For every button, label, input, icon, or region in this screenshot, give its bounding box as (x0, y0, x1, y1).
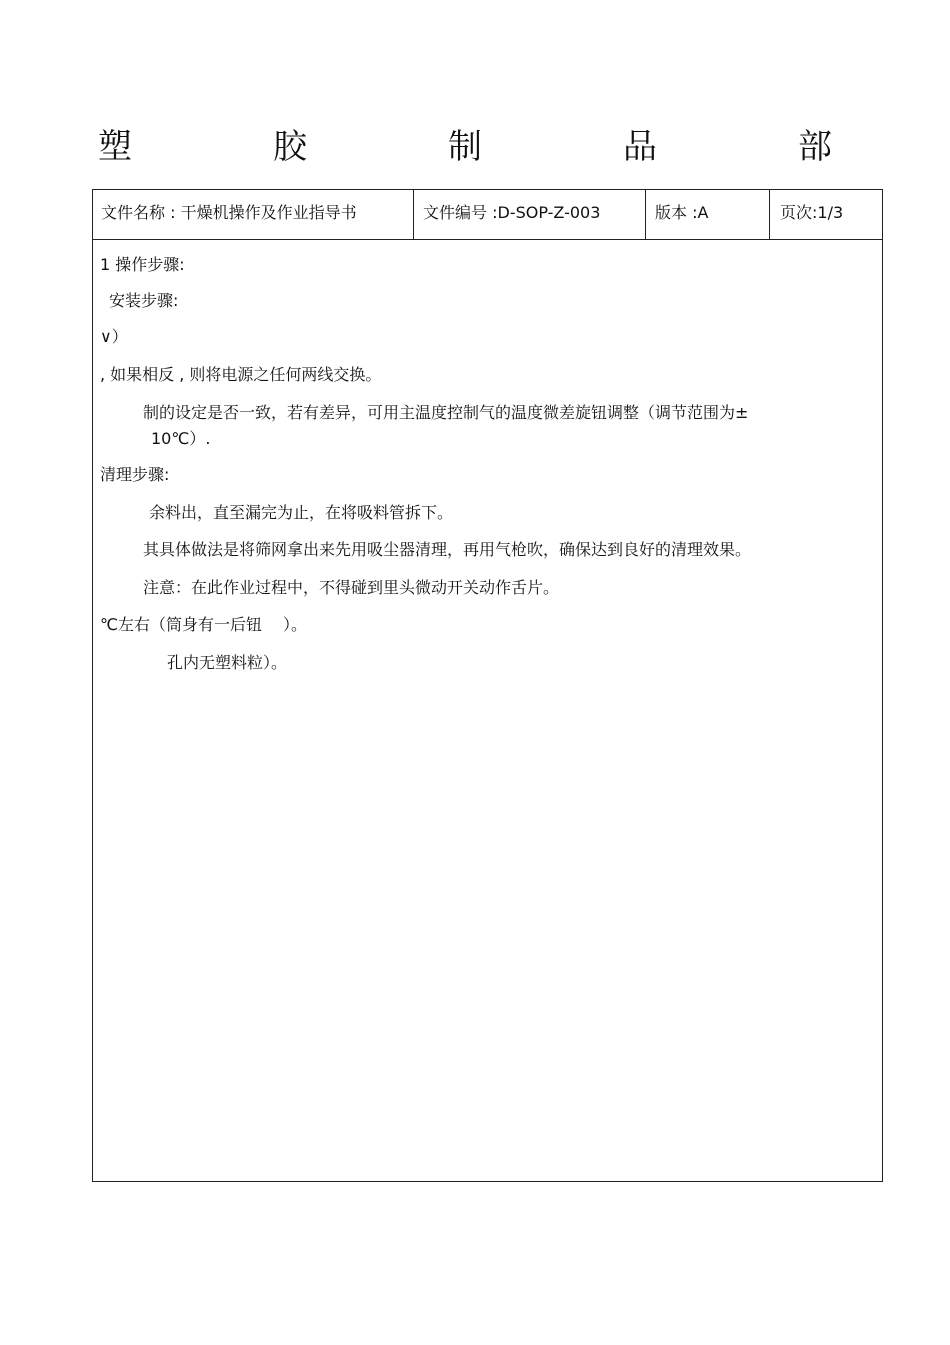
department-char: 胶 (273, 127, 307, 167)
text-line: 余料出，直至漏完为止，在将吸料管拆下。 (149, 503, 454, 522)
page-number-cell: 页次:1/3 (780, 203, 844, 222)
department-char: 制 (448, 127, 482, 167)
document-table (92, 189, 883, 1182)
text-line: 10℃）. (151, 429, 211, 448)
file-code-cell: 文件编号 :D-SOP-Z-003 (414, 190, 646, 239)
text-line: ∨） (100, 327, 128, 346)
department-char: 部 (798, 127, 832, 167)
version-cell: 版本 :A (646, 190, 770, 239)
document-header-row (93, 190, 882, 240)
file-name-cell: 文件名称 : 干燥机操作及作业指导书 (93, 190, 414, 239)
department-char: 塑 (98, 127, 132, 167)
text-line: 孔内无塑料粒）。 (167, 653, 288, 672)
text-line: 其具体做法是将筛网拿出来先用吸尘器清理，再用气枪吹，确保达到良好的清理效果。 (143, 540, 752, 559)
section-heading-operation: 1 操作步骤: (100, 255, 185, 274)
subheading-cleaning: 清理步骤: (100, 465, 170, 484)
text-line: ℃左右（筒身有一后钮 ）。 (100, 615, 308, 634)
department-title (98, 122, 832, 172)
department-char: 品 (623, 127, 657, 167)
subheading-install: 安装步骤: (109, 291, 179, 310)
text-line: 注意：在此作业过程中，不得碰到里头微动开关动作舌片。 (143, 578, 560, 597)
text-line: , 如果相反 , 则将电源之任何两线交换。 (100, 365, 382, 384)
text-line: 制的设定是否一致，若有差异，可用主温度控制气的温度微差旋钮调整（调节范围为± (143, 403, 749, 422)
